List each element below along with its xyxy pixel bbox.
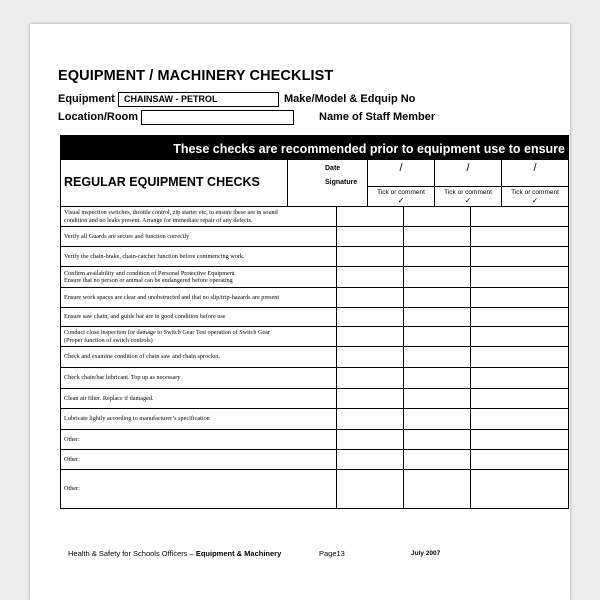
check-text-line: Check and examine condition of chain saw and chain sprocket. — [64, 353, 221, 361]
table-row — [61, 266, 568, 287]
checkmark-icon: ✓ — [397, 196, 405, 205]
table-row — [61, 469, 568, 508]
check-description — [61, 288, 337, 307]
check-cell[interactable] — [404, 470, 471, 508]
check-text-line: Verify the chain-brake, chain-catcher function before commencing work. — [64, 252, 245, 260]
checkmark-icon: ✓ — [531, 196, 539, 205]
check-text-line: (Proper function of switch controls) — [64, 336, 153, 344]
date-value[interactable]: / — [533, 162, 537, 174]
table-row — [61, 326, 568, 346]
check-description — [61, 227, 337, 246]
check-description — [61, 347, 337, 367]
check-cell[interactable] — [404, 430, 471, 449]
check-text-line: Other: — [64, 435, 80, 443]
check-cell[interactable] — [337, 470, 404, 508]
check-text-line: Verify all Guards are secure and function correctly — [64, 232, 190, 240]
document-title: EQUIPMENT / MACHINERY CHECKLIST — [58, 68, 334, 84]
tick-or-comment-label: Tick or comment — [377, 189, 425, 196]
check-cell[interactable] — [471, 368, 568, 388]
check-cell[interactable] — [337, 389, 404, 408]
check-cell[interactable] — [471, 247, 568, 266]
check-cell[interactable] — [471, 227, 568, 246]
footer-date: July 2007 — [411, 550, 441, 557]
check-cell[interactable] — [337, 247, 404, 266]
check-cell[interactable] — [337, 450, 404, 469]
check-cell[interactable] — [471, 389, 568, 408]
date-signature-cell — [288, 160, 368, 206]
document-page — [30, 24, 570, 600]
check-cell[interactable] — [471, 430, 568, 449]
check-text-line: Check chain/bar lubricant. Top up as necessary — [64, 374, 181, 382]
table-row — [61, 206, 568, 226]
table-row — [61, 307, 568, 326]
check-cell[interactable] — [471, 308, 568, 326]
staff-member-label: Name of Staff Member — [319, 111, 436, 123]
check-cell[interactable] — [471, 207, 568, 226]
table-row — [61, 388, 568, 408]
date-column-3 — [502, 160, 568, 206]
check-description — [61, 207, 337, 226]
check-description — [61, 247, 337, 266]
table-row — [61, 408, 568, 429]
check-cell[interactable] — [404, 267, 471, 287]
table-row — [61, 287, 568, 307]
check-cell[interactable] — [404, 368, 471, 388]
check-description — [61, 267, 337, 287]
check-cell[interactable] — [404, 288, 471, 307]
check-cell[interactable] — [404, 389, 471, 408]
check-cell[interactable] — [404, 450, 471, 469]
checkmark-icon: ✓ — [464, 196, 472, 205]
check-description — [61, 308, 337, 326]
check-text-line: Confirm availability and condition of Personal Protective Equipment — [64, 269, 235, 277]
check-cell[interactable] — [471, 327, 568, 346]
checks-heading-cell — [61, 160, 288, 206]
check-cell[interactable] — [471, 347, 568, 367]
table-row — [61, 367, 568, 388]
table-row — [61, 246, 568, 266]
check-description — [61, 470, 337, 508]
check-text-line: condition and no leaks present. Arrange for immediate repair of any defects. — [64, 216, 253, 224]
tick-or-comment-label: Tick or comment — [444, 189, 492, 196]
date-column-1 — [368, 160, 435, 206]
location-field[interactable] — [141, 110, 294, 125]
check-cell[interactable] — [404, 308, 471, 326]
equipment-label: Equipment — [58, 93, 115, 105]
signature-divider — [368, 186, 434, 187]
check-cell[interactable] — [404, 327, 471, 346]
check-text-line: Ensure saw chain, and guide bar are in good condition before use — [64, 313, 226, 321]
checklist-banner: These checks are recommended prior to equipment use to ensure — [61, 136, 568, 160]
check-cell[interactable] — [471, 409, 568, 429]
make-model-label: Make/Model & Edquip No — [284, 93, 416, 105]
check-text-line: Lubricate lightly according to manufacturer’s specification — [64, 415, 210, 423]
tick-or-comment-label: Tick or comment — [511, 189, 559, 196]
check-cell[interactable] — [404, 347, 471, 367]
date-value[interactable]: / — [466, 162, 470, 174]
check-cell[interactable] — [404, 247, 471, 266]
table-row — [61, 346, 568, 367]
check-cell[interactable] — [404, 409, 471, 429]
check-cell[interactable] — [471, 450, 568, 469]
check-description — [61, 409, 337, 429]
check-text-line: Ensure work spaces are clear and unobstructed and that no slip/trip-hazards are present — [64, 293, 280, 301]
check-description — [61, 450, 337, 469]
check-cell[interactable] — [337, 308, 404, 326]
table-row — [61, 429, 568, 449]
check-cell[interactable] — [337, 347, 404, 367]
check-text-line: Clean air filter. Replace if damaged. — [64, 394, 154, 402]
check-cell[interactable] — [337, 327, 404, 346]
check-cell[interactable] — [471, 288, 568, 307]
signature-label: Signature — [325, 179, 358, 186]
check-text-line: Other: — [64, 485, 80, 493]
location-label: Location/Room — [58, 111, 139, 123]
check-cell[interactable] — [337, 368, 404, 388]
signature-divider — [502, 186, 568, 187]
check-cell[interactable] — [337, 207, 404, 226]
check-text-line: Visual inspection switches, throttle control, zip starter etc, to ensure these are in sound — [64, 209, 278, 216]
date-column-2 — [435, 160, 502, 206]
check-cell[interactable] — [337, 227, 404, 246]
check-cell[interactable] — [337, 288, 404, 307]
footer-org: Health & Safety for Schools Officers — [68, 549, 188, 558]
check-description — [61, 389, 337, 408]
check-text-line: Conduct close inspection for damage to Switch Gear Test operation of Switch Gear — [64, 329, 270, 336]
check-cell[interactable] — [337, 430, 404, 449]
footer-text — [68, 549, 281, 558]
footer-page-number: Page13 — [319, 549, 345, 558]
check-cell[interactable] — [404, 207, 471, 226]
check-cell[interactable] — [404, 227, 471, 246]
check-cell[interactable] — [471, 267, 568, 287]
check-description — [61, 327, 337, 346]
check-text-line: Other: — [64, 455, 80, 463]
check-cell[interactable] — [337, 267, 404, 287]
checks-heading: REGULAR EQUIPMENT CHECKS — [64, 175, 260, 189]
footer-section: Equipment & Machinery — [195, 549, 282, 558]
date-value[interactable]: / — [399, 162, 403, 174]
check-description — [61, 430, 337, 449]
table-row — [61, 226, 568, 246]
checklist-table — [60, 135, 569, 509]
check-cell[interactable] — [337, 409, 404, 429]
check-description — [61, 368, 337, 388]
table-row — [61, 449, 568, 469]
signature-divider — [435, 186, 501, 187]
date-label: Date — [325, 165, 341, 172]
footer-dash: – — [187, 549, 196, 558]
check-cell[interactable] — [471, 470, 568, 508]
check-text-line: Ensure that no person or animal can be endangered before operating — [64, 277, 233, 284]
equipment-field[interactable]: CHAINSAW - PETROL — [118, 92, 279, 107]
